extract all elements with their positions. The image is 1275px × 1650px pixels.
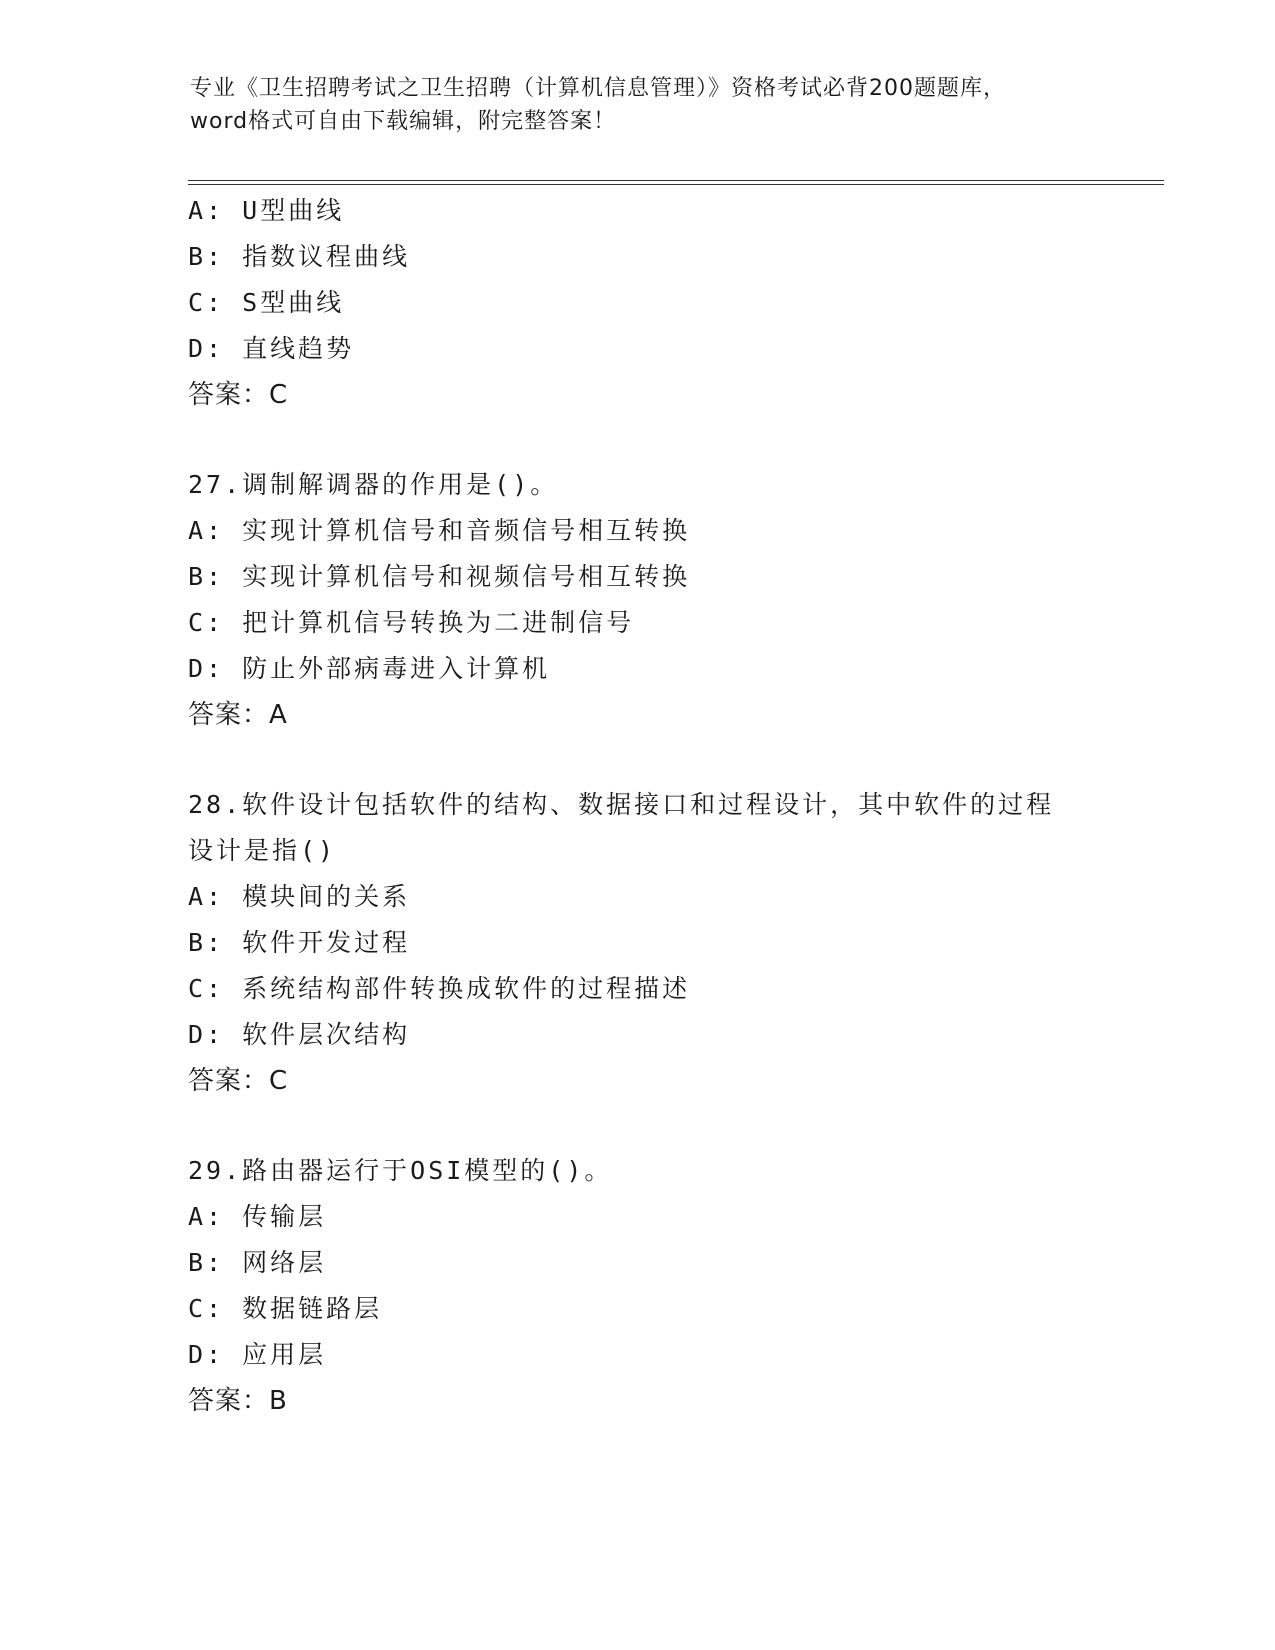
option-c: C: 系统结构部件转换成软件的过程描述 (188, 974, 691, 1003)
answer-line: 答案：B (188, 1386, 288, 1416)
question-text: 29.路由器运行于OSI模型的()。 (188, 1156, 613, 1185)
question-list (188, 188, 1148, 1424)
option-a: A: 模块间的关系 (188, 882, 411, 911)
option-b: B: 指数议程曲线 (188, 242, 411, 271)
question-spacer (188, 738, 1148, 782)
option-b: B: 网络层 (188, 1248, 327, 1277)
question-27-block (188, 462, 1148, 738)
header-divider-top (188, 180, 1164, 181)
option-d: D: 应用层 (188, 1340, 327, 1369)
document-header (190, 72, 1090, 138)
option-a: A: U型曲线 (188, 196, 345, 225)
answer-line: 答案：C (188, 380, 289, 410)
option-d: D: 软件层次结构 (188, 1020, 411, 1049)
option-d: D: 防止外部病毒进入计算机 (188, 654, 551, 683)
question-29-block (188, 1148, 1148, 1424)
question-text-line-1: 28.软件设计包括软件的结构、数据接口和过程设计，其中软件的过程 (188, 790, 1055, 819)
header-divider-bottom (188, 184, 1164, 185)
option-b: B: 软件开发过程 (188, 928, 411, 957)
question-26-block (188, 188, 1148, 418)
option-b: B: 实现计算机信号和视频信号相互转换 (188, 562, 691, 591)
question-28-block (188, 782, 1148, 1104)
option-d: D: 直线趋势 (188, 334, 355, 363)
question-text: 27.调制解调器的作用是()。 (188, 470, 559, 499)
option-c: C: 把计算机信号转换为二进制信号 (188, 608, 635, 637)
header-title-line-1: 专业《卫生招聘考试之卫生招聘（计算机信息管理）》资格考试必背200题题库， (190, 76, 1006, 101)
option-a: A: 传输层 (188, 1202, 327, 1231)
option-a: A: 实现计算机信号和音频信号相互转换 (188, 516, 691, 545)
question-spacer (188, 418, 1148, 462)
option-c: C: S型曲线 (188, 288, 345, 317)
question-text-line-2: 设计是指() (188, 836, 337, 865)
header-title-line-2: word格式可自由下载编辑，附完整答案！ (190, 109, 617, 134)
question-spacer (188, 1104, 1148, 1148)
answer-line: 答案：C (188, 1066, 289, 1096)
answer-line: 答案：A (188, 700, 288, 730)
option-c: C: 数据链路层 (188, 1294, 383, 1323)
